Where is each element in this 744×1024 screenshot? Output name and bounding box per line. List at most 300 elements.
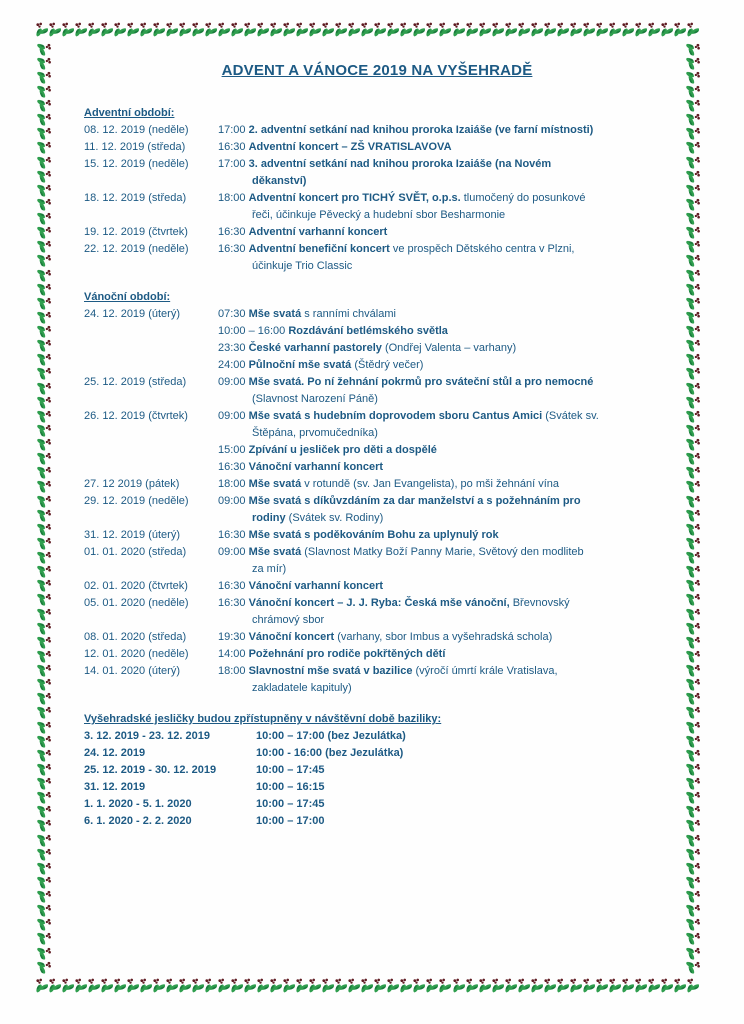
holly-sprig-icon: [684, 70, 700, 83]
event-entry: [218, 374, 670, 408]
event-time: 16:30: [218, 597, 249, 609]
holly-sprig-icon: [35, 833, 51, 846]
holly-sprig-icon: [35, 22, 48, 38]
holly-sprig-icon: [113, 978, 126, 994]
holly-sprig-icon: [35, 890, 51, 903]
holly-border-bottom: [35, 978, 699, 994]
holly-sprig-icon: [282, 978, 295, 994]
holly-sprig-icon: [686, 978, 699, 994]
visiting-time-range: 10:00 – 17:45: [256, 798, 325, 810]
holly-sprig-icon: [35, 141, 51, 154]
event-entry: [218, 663, 670, 697]
holly-sprig-icon: [686, 22, 699, 38]
holly-sprig-icon: [517, 978, 530, 994]
holly-sprig-icon: [684, 99, 700, 112]
event-time: 09:00: [218, 546, 249, 558]
event-entry: [218, 122, 670, 139]
holly-sprig-icon: [35, 678, 51, 691]
schedule-row: [84, 156, 670, 190]
holly-sprig-icon: [684, 904, 700, 917]
event-text: Slavnostní mše svatá v bazilice: [248, 665, 413, 677]
holly-sprig-icon: [35, 169, 51, 182]
holly-sprig-icon: [425, 978, 438, 994]
holly-sprig-icon: [684, 593, 700, 606]
holly-sprig-icon: [684, 197, 700, 210]
holly-sprig-icon: [269, 978, 282, 994]
document-content: [84, 62, 670, 830]
holly-sprig-icon: [243, 978, 256, 994]
holly-sprig-icon: [100, 978, 113, 994]
visiting-date-range: 31. 12. 2019: [84, 781, 146, 793]
event-text: Rozdávání betlémského světla: [288, 325, 448, 337]
holly-sprig-icon: [282, 22, 295, 38]
holly-sprig-icon: [412, 22, 425, 38]
holly-sprig-icon: [660, 978, 673, 994]
event-entry: [218, 241, 670, 275]
holly-sprig-icon: [438, 22, 451, 38]
holly-sprig-icon: [35, 861, 51, 874]
holly-sprig-icon: [673, 22, 686, 38]
visiting-date-range: 3. 12. 2019 - 23. 12. 2019: [84, 730, 210, 742]
holly-sprig-icon: [647, 22, 660, 38]
event-date: 22. 12. 2019 (neděle): [84, 243, 189, 255]
holly-sprig-icon: [35, 978, 48, 994]
holly-sprig-icon: [35, 113, 51, 126]
event-text: Vánoční varhanní koncert: [248, 580, 384, 592]
holly-sprig-icon: [35, 226, 51, 239]
holly-sprig-icon: [684, 494, 700, 507]
holly-sprig-icon: [684, 423, 700, 436]
event-date: 31. 12. 2019 (úterý): [84, 529, 181, 541]
holly-sprig-icon: [452, 978, 465, 994]
event-time: 24:00: [218, 359, 249, 371]
event-time: 16:30: [218, 529, 249, 541]
visiting-date-range: 24. 12. 2019: [84, 747, 146, 759]
holly-sprig-icon: [126, 22, 139, 38]
holly-sprig-icon: [582, 978, 595, 994]
event-text: Zpívání u jesliček pro děti a dospělé: [248, 444, 437, 456]
event-time: 18:00: [218, 478, 249, 490]
event-entry: [218, 442, 670, 459]
event-entry: [218, 527, 670, 544]
event-entry: [218, 190, 670, 224]
holly-sprig-icon: [684, 960, 700, 973]
holly-sprig-icon: [35, 635, 51, 648]
holly-sprig-icon: [35, 875, 51, 888]
holly-sprig-icon: [569, 22, 582, 38]
holly-sprig-icon: [684, 875, 700, 888]
holly-sprig-icon: [35, 310, 51, 323]
event-date: 05. 01. 2020 (neděle): [84, 597, 189, 609]
visiting-hours-row: [84, 796, 670, 813]
holly-sprig-icon: [684, 226, 700, 239]
holly-sprig-icon: [35, 183, 51, 196]
event-time: 14:00: [218, 648, 249, 660]
holly-sprig-icon: [35, 339, 51, 352]
holly-sprig-icon: [204, 22, 217, 38]
event-text: řeči, účinkuje Pěvecký a hudební sbor Besharmonie: [252, 209, 506, 221]
holly-sprig-icon: [684, 240, 700, 253]
holly-sprig-icon: [465, 978, 478, 994]
event-date: 02. 01. 2020 (čtvrtek): [84, 580, 188, 592]
holly-sprig-icon: [684, 212, 700, 225]
holly-sprig-icon: [35, 508, 51, 521]
holly-sprig-icon: [684, 536, 700, 549]
holly-sprig-icon: [308, 978, 321, 994]
holly-sprig-icon: [126, 978, 139, 994]
holly-sprig-icon: [139, 978, 152, 994]
holly-sprig-icon: [35, 42, 51, 55]
holly-sprig-icon: [684, 353, 700, 366]
schedule-row: [84, 122, 670, 139]
holly-sprig-icon: [621, 22, 634, 38]
holly-sprig-icon: [35, 409, 51, 422]
event-entry: [218, 224, 670, 241]
holly-sprig-icon: [556, 978, 569, 994]
holly-sprig-icon: [684, 706, 700, 719]
holly-sprig-icon: [412, 978, 425, 994]
holly-sprig-icon: [684, 508, 700, 521]
event-text: (Štědrý večer): [351, 359, 424, 371]
holly-sprig-icon: [35, 367, 51, 380]
event-entry: [218, 340, 670, 357]
schedule-row: [84, 595, 670, 629]
schedule-row: [84, 190, 670, 224]
holly-sprig-icon: [684, 155, 700, 168]
holly-sprig-icon: [373, 978, 386, 994]
holly-sprig-icon: [684, 791, 700, 804]
holly-sprig-icon: [35, 155, 51, 168]
schedule-sections: [84, 105, 670, 697]
holly-sprig-icon: [35, 536, 51, 549]
event-entry: [218, 323, 670, 340]
holly-sprig-icon: [684, 551, 700, 564]
event-entry: [218, 459, 670, 476]
event-entry: [218, 476, 670, 493]
holly-sprig-icon: [684, 932, 700, 945]
holly-sprig-icon: [35, 551, 51, 564]
event-text: (Slavnost Narození Páně): [252, 393, 378, 405]
holly-sprig-icon: [61, 22, 74, 38]
holly-sprig-icon: [35, 664, 51, 677]
schedule-row: [84, 527, 670, 544]
event-date: 24. 12. 2019 (úterý): [84, 308, 181, 320]
holly-sprig-icon: [35, 353, 51, 366]
holly-sprig-icon: [684, 254, 700, 267]
holly-sprig-icon: [35, 268, 51, 281]
schedule-row: [84, 357, 670, 374]
event-text: tlumočený do posunkové: [460, 192, 586, 204]
event-time: 16:30: [218, 226, 249, 238]
holly-sprig-icon: [35, 932, 51, 945]
event-date: 19. 12. 2019 (čtvrtek): [84, 226, 188, 238]
event-date: 25. 12. 2019 (středa): [84, 376, 187, 388]
holly-sprig-icon: [35, 395, 51, 408]
holly-sprig-icon: [647, 978, 660, 994]
holly-sprig-icon: [48, 22, 61, 38]
holly-sprig-icon: [360, 22, 373, 38]
holly-sprig-icon: [204, 978, 217, 994]
holly-sprig-icon: [478, 978, 491, 994]
holly-sprig-icon: [684, 56, 700, 69]
schedule-section: [84, 105, 670, 275]
visiting-hours-row: [84, 745, 670, 762]
holly-sprig-icon: [61, 978, 74, 994]
event-date: 26. 12. 2019 (čtvrtek): [84, 410, 188, 422]
event-text: účinkuje Trio Classic: [252, 260, 353, 272]
holly-sprig-icon: [543, 978, 556, 994]
holly-sprig-icon: [35, 565, 51, 578]
schedule-row: [84, 578, 670, 595]
holly-sprig-icon: [386, 978, 399, 994]
holly-sprig-icon: [35, 480, 51, 493]
holly-sprig-icon: [35, 84, 51, 97]
holly-sprig-icon: [684, 918, 700, 931]
holly-sprig-icon: [230, 22, 243, 38]
schedule-row: [84, 323, 670, 340]
holly-sprig-icon: [684, 127, 700, 140]
holly-sprig-icon: [673, 978, 686, 994]
holly-sprig-icon: [684, 381, 700, 394]
holly-sprig-icon: [684, 183, 700, 196]
visiting-hours-section: [84, 711, 670, 830]
holly-sprig-icon: [478, 22, 491, 38]
event-text: Adventní koncert – ZŠ VRATISLAVOVA: [248, 141, 452, 153]
holly-sprig-icon: [595, 22, 608, 38]
holly-sprig-icon: [308, 22, 321, 38]
holly-sprig-icon: [295, 978, 308, 994]
event-text: v rotundě (sv. Jan Evangelista), po mši žehnání vína: [301, 478, 560, 490]
holly-sprig-icon: [256, 978, 269, 994]
schedule-row: [84, 663, 670, 697]
event-text: Mše svatá: [248, 546, 302, 558]
holly-sprig-icon: [35, 805, 51, 818]
holly-sprig-icon: [165, 978, 178, 994]
holly-sprig-icon: [347, 22, 360, 38]
holly-sprig-icon: [35, 56, 51, 69]
event-text: Adventní benefiční koncert: [248, 243, 390, 255]
holly-sprig-icon: [684, 777, 700, 790]
schedule-row: [84, 629, 670, 646]
schedule-row: [84, 340, 670, 357]
holly-sprig-icon: [608, 978, 621, 994]
event-time: 18:00: [218, 192, 249, 204]
holly-sprig-icon: [684, 282, 700, 295]
holly-sprig-icon: [269, 22, 282, 38]
visiting-hours-row: [84, 762, 670, 779]
holly-sprig-icon: [191, 978, 204, 994]
event-entry: [218, 306, 670, 323]
event-time: 16:30: [218, 243, 249, 255]
holly-sprig-icon: [191, 22, 204, 38]
holly-sprig-icon: [230, 978, 243, 994]
holly-sprig-icon: [684, 890, 700, 903]
visiting-date-range: 6. 1. 2020 - 2. 2. 2020: [84, 815, 192, 827]
schedule-row: [84, 442, 670, 459]
event-text: Požehnání pro rodiče pokřtěných dětí: [248, 648, 446, 660]
holly-sprig-icon: [35, 904, 51, 917]
holly-sprig-icon: [684, 409, 700, 422]
event-text: ve prospěch Dětského centra v Plzni,: [389, 243, 575, 255]
holly-sprig-icon: [217, 22, 230, 38]
event-entry: [218, 408, 670, 442]
holly-sprig-icon: [684, 833, 700, 846]
event-time: 15:00: [218, 444, 249, 456]
holly-sprig-icon: [684, 847, 700, 860]
holly-sprig-icon: [684, 452, 700, 465]
holly-sprig-icon: [634, 978, 647, 994]
schedule-row: [84, 224, 670, 241]
event-text: zakladatele kapituly): [252, 682, 352, 694]
event-entry: [218, 493, 670, 527]
event-text: Mše svatá: [248, 308, 302, 320]
holly-sprig-icon: [35, 748, 51, 761]
event-date: 08. 12. 2019 (neděle): [84, 124, 189, 136]
holly-sprig-icon: [684, 649, 700, 662]
holly-sprig-icon: [684, 565, 700, 578]
event-time: 17:00: [218, 158, 249, 170]
event-text: (Svátek sv.: [542, 410, 599, 422]
event-time: 16:30: [218, 461, 249, 473]
holly-sprig-icon: [684, 678, 700, 691]
event-text: Adventní varhanní koncert: [248, 226, 388, 238]
section-heading: Vánoční období:: [84, 291, 171, 303]
holly-sprig-icon: [35, 70, 51, 83]
holly-sprig-icon: [684, 579, 700, 592]
holly-sprig-icon: [684, 607, 700, 620]
event-text: Mše svatá s poděkováním Bohu za uplynulý rok: [248, 529, 499, 541]
holly-sprig-icon: [684, 819, 700, 832]
visiting-time-range: 10:00 – 17:45: [256, 764, 325, 776]
event-time: 16:30: [218, 141, 249, 153]
event-date: 01. 01. 2020 (středa): [84, 546, 187, 558]
event-entry: [218, 629, 670, 646]
event-text: České varhanní pastorely: [248, 342, 382, 354]
holly-sprig-icon: [425, 22, 438, 38]
event-entry: [218, 578, 670, 595]
holly-sprig-icon: [35, 692, 51, 705]
event-text: Vánoční koncert – J. J. Ryba: Česká mše vánoční,: [248, 597, 510, 609]
holly-sprig-icon: [35, 762, 51, 775]
event-time: 09:00: [218, 495, 249, 507]
visiting-time-range: 10:00 – 16:15: [256, 781, 325, 793]
event-time: 10:00 – 16:00: [218, 325, 289, 337]
holly-sprig-icon: [35, 197, 51, 210]
event-date: 27. 12 2019 (pátek): [84, 478, 180, 490]
holly-sprig-icon: [35, 452, 51, 465]
holly-sprig-icon: [35, 127, 51, 140]
schedule-row: [84, 459, 670, 476]
holly-sprig-icon: [684, 480, 700, 493]
page-title: ADVENT A VÁNOCE 2019 NA VYŠEHRADĚ: [221, 62, 533, 79]
event-text: Mše svatá s hudebním doprovodem sboru Cantus Amici: [248, 410, 543, 422]
event-text: (Slavnost Matky Boží Panny Marie, Světový den modliteb: [301, 546, 584, 558]
schedule-row: [84, 408, 670, 442]
holly-sprig-icon: [35, 720, 51, 733]
holly-sprig-icon: [452, 22, 465, 38]
holly-sprig-icon: [634, 22, 647, 38]
holly-sprig-icon: [35, 522, 51, 535]
holly-sprig-icon: [684, 720, 700, 733]
holly-sprig-icon: [152, 22, 165, 38]
event-text: Štěpána, prvomučedníka): [252, 427, 378, 439]
holly-sprig-icon: [217, 978, 230, 994]
visiting-date-range: 25. 12. 2019 - 30. 12. 2019: [84, 764, 217, 776]
holly-sprig-icon: [87, 22, 100, 38]
holly-sprig-icon: [35, 960, 51, 973]
schedule-row: [84, 306, 670, 323]
holly-sprig-icon: [35, 918, 51, 931]
holly-sprig-icon: [684, 762, 700, 775]
schedule-row: [84, 374, 670, 408]
holly-sprig-icon: [465, 22, 478, 38]
event-text: 3. adventní setkání nad knihou proroka Izaiáše (na Novém: [248, 158, 552, 170]
holly-sprig-icon: [35, 381, 51, 394]
holly-sprig-icon: [48, 978, 61, 994]
holly-sprig-icon: [113, 22, 126, 38]
holly-sprig-icon: [684, 748, 700, 761]
holly-sprig-icon: [684, 310, 700, 323]
holly-sprig-icon: [684, 635, 700, 648]
holly-sprig-icon: [35, 423, 51, 436]
event-text: Mše svatá s díkůvzdáním za dar manželství a s požehnáním pro: [248, 495, 581, 507]
holly-sprig-icon: [35, 621, 51, 634]
event-text: děkanství): [252, 175, 307, 187]
holly-sprig-icon: [35, 282, 51, 295]
holly-sprig-icon: [582, 22, 595, 38]
holly-sprig-icon: [256, 22, 269, 38]
holly-sprig-icon: [178, 978, 191, 994]
holly-sprig-icon: [373, 22, 386, 38]
visiting-hours-row: [84, 728, 670, 745]
event-entry: [218, 646, 670, 663]
holly-sprig-icon: [295, 22, 308, 38]
holly-sprig-icon: [684, 466, 700, 479]
holly-sprig-icon: [543, 22, 556, 38]
holly-sprig-icon: [684, 169, 700, 182]
holly-sprig-icon: [243, 22, 256, 38]
event-entry: [218, 357, 670, 374]
holly-sprig-icon: [35, 325, 51, 338]
event-text: Mše svatá: [248, 478, 302, 490]
holly-sprig-icon: [321, 22, 334, 38]
holly-sprig-icon: [684, 84, 700, 97]
schedule-row: [84, 241, 670, 275]
holly-sprig-icon: [684, 296, 700, 309]
holly-sprig-icon: [87, 978, 100, 994]
holly-sprig-icon: [35, 819, 51, 832]
visiting-hours-rows: [84, 728, 670, 830]
schedule-row: [84, 544, 670, 578]
holly-sprig-icon: [386, 22, 399, 38]
section-heading: Adventní období:: [84, 107, 175, 119]
event-entry: [218, 595, 670, 629]
visiting-time-range: 10:00 – 17:00: [256, 815, 325, 827]
holly-sprig-icon: [595, 978, 608, 994]
holly-sprig-icon: [35, 734, 51, 747]
holly-sprig-icon: [334, 978, 347, 994]
event-date: 08. 01. 2020 (středa): [84, 631, 187, 643]
holly-sprig-icon: [74, 978, 87, 994]
holly-sprig-icon: [35, 254, 51, 267]
holly-sprig-icon: [35, 593, 51, 606]
holly-sprig-icon: [35, 847, 51, 860]
holly-sprig-icon: [684, 805, 700, 818]
holly-sprig-icon: [35, 494, 51, 507]
holly-sprig-icon: [165, 22, 178, 38]
holly-sprig-icon: [660, 22, 673, 38]
event-time: 09:00: [218, 376, 249, 388]
